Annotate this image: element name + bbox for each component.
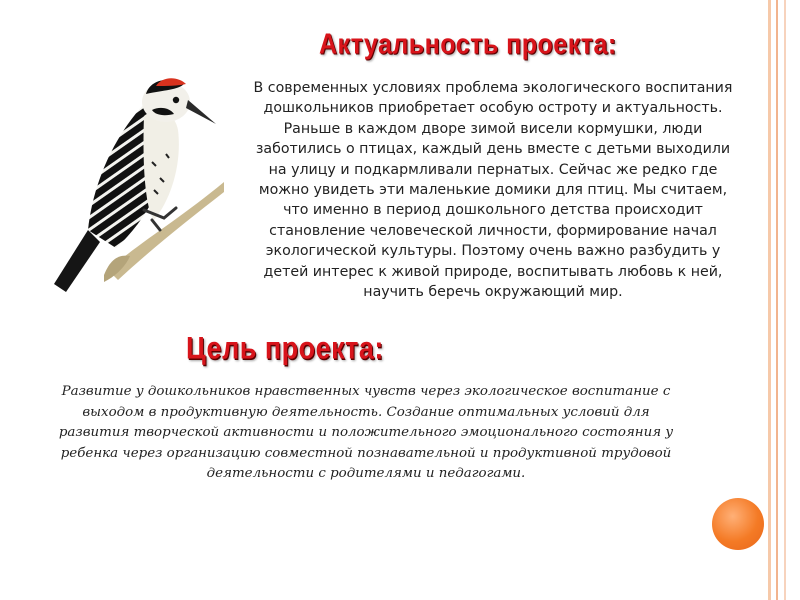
decorative-stripes xyxy=(760,0,800,600)
title-relevance: Актуальность проекта: xyxy=(319,28,617,61)
orange-circle-decoration xyxy=(712,498,764,550)
goal-paragraph: Развитие у дошкольников нравственных чувств через экологическое воспитание с выходом в продуктивную деятельность. Создание оптимальных условий для развития творческой активности и положительного эмоционального состояния у ребенка через организацию совместной познавательной и продуктивной трудовой деятельности с родителями и педагогами. xyxy=(58,384,674,481)
title-goal: Цель проекта: xyxy=(186,331,384,366)
woodpecker-illustration xyxy=(48,70,224,292)
relevance-paragraph: В современных условиях проблема экологического воспитания дошкольников приобретает особую остроту и актуальность. Раньше в каждом дворе зимой висели кормушки, люди заботились о птицах, каждый день вместе с детьми выходили на улицу и подкармливали пернатых. Сейчас же редко где можно увидеть эти маленькие домики для птиц. Мы считаем, что именно в период дошкольного детства происходит становление человеческой личности, формирование начал экологической культуры. Поэтому очень важно разбудить у детей интерес к живой природе, воспитывать любовь к ней, научить беречь окружающий мир. xyxy=(253,80,733,301)
